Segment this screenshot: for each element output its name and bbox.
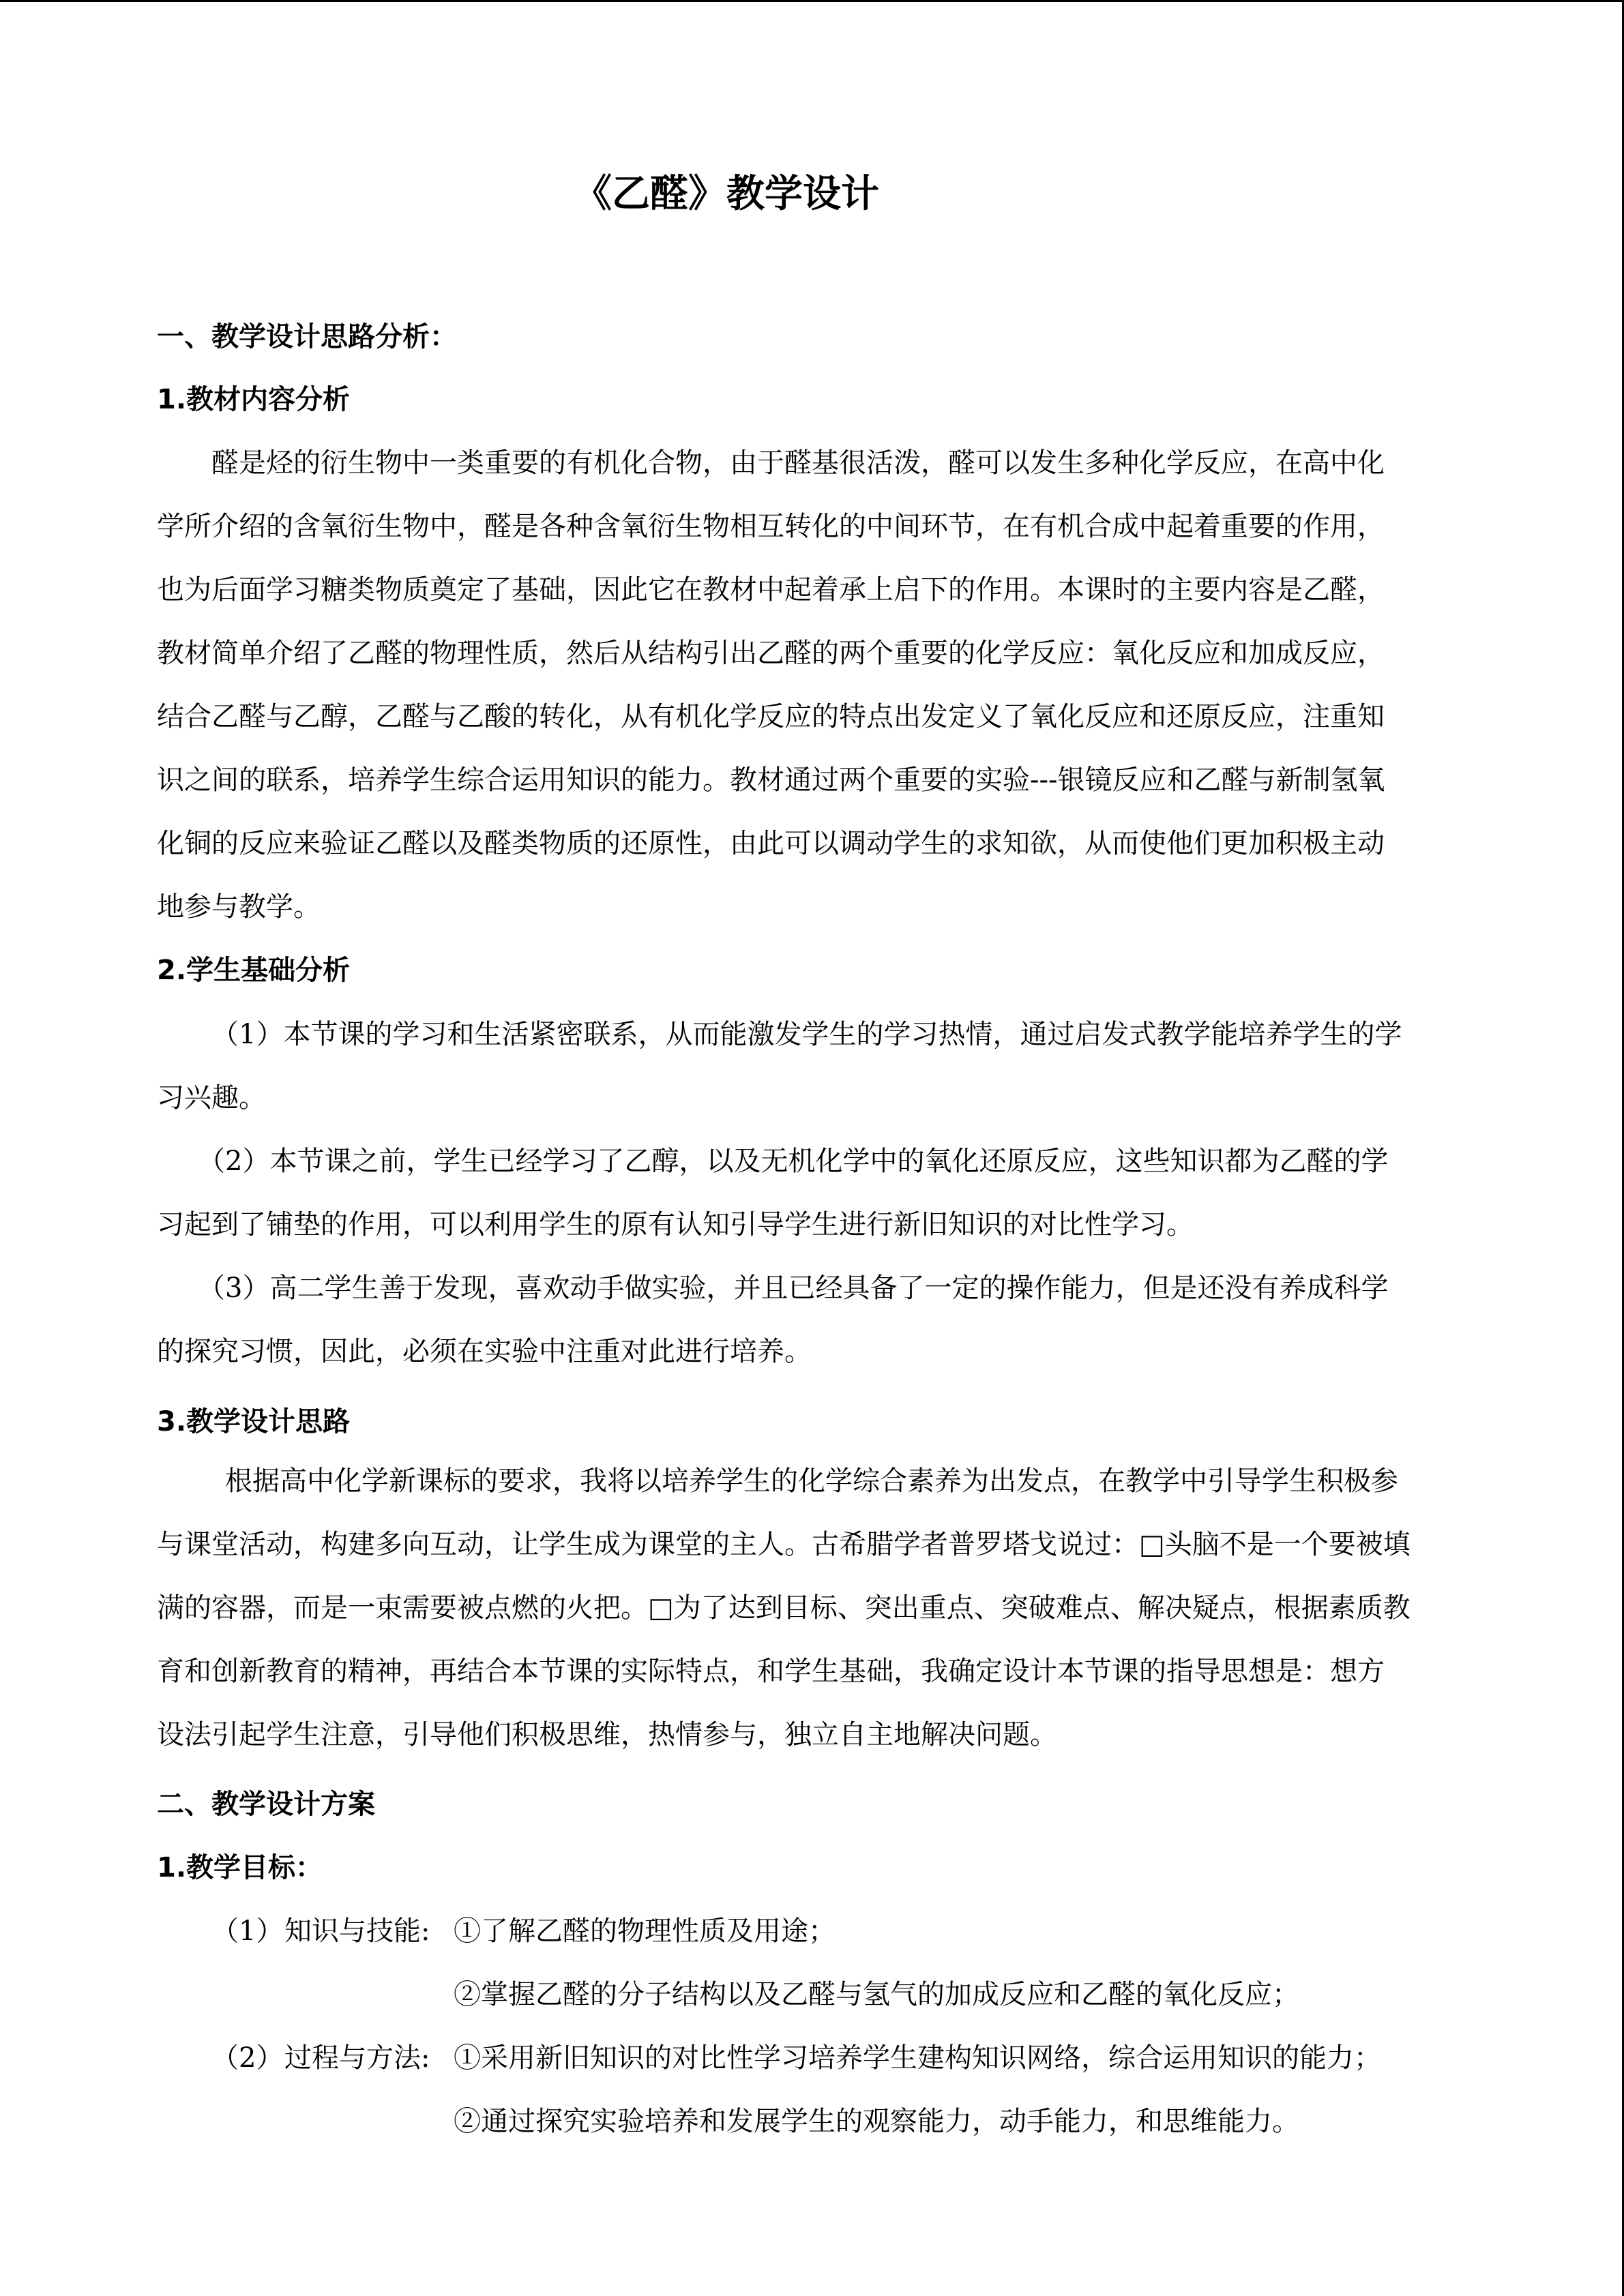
paragraph-line: （3）高二学生善于发现，喜欢动手做实验，并且已经具备了一定的操作能力，但是还没有养成科学 [198,1272,1389,1304]
objective-item: ①采用新旧知识的对比性学习培养学生建构知识网络，综合运用知识的能力； [454,2042,1381,2074]
page-top-border [0,0,1624,2]
paragraph-line: 学所介绍的含氧衍生物中，醛是各种含氧衍生物相互转化的中间环节，在有机合成中起着重要的作用， [157,511,1385,542]
subheading-1-1: 1.教材内容分析 [157,384,351,415]
section-heading-2: 二、教学设计方案 [157,1789,375,1820]
paragraph-line: 习兴趣。 [157,1082,266,1114]
paragraph-line: 的探究习惯，因此，必须在实验中注重对此进行培养。 [157,1336,812,1367]
paragraph-line: 醛是烃的衍生物中一类重要的有机化合物，由于醛基很活泼，醛可以发生多种化学反应，在高中化 [211,447,1385,479]
objective-item: ①了解乙醛的物理性质及用途； [454,1915,836,1947]
document-title: 《乙醛》教学设计 [574,172,879,216]
objective-number: （1） [211,1915,284,1947]
paragraph-line: 结合乙醛与乙醇，乙醛与乙酸的转化，从有机化学反应的特点出发定义了氧化反应和还原反应，注重知 [157,701,1385,732]
paragraph-line: 育和创新教育的精神，再结合本节课的实际特点，和学生基础，我确定设计本节课的指导思想是：想方 [157,1656,1385,1687]
paragraph-line: 与课堂活动，构建多向互动，让学生成为课堂的主人。古希腊学者普罗塔戈说过：□头脑不是一个要被填 [157,1529,1411,1560]
subheading-2-1: 1.教学目标： [157,1852,323,1883]
objective-label: 过程与方法: [284,2042,430,2074]
objective-label: 知识与技能: [284,1915,430,1947]
paragraph-line: （1）本节课的学习和生活紧密联系，从而能激发学生的学习热情，通过启发式教学能培养学生的学 [211,1019,1402,1050]
paragraph-line: 满的容器，而是一束需要被点燃的火把。□为了达到目标、突出重点、突破难点、解决疑点，根据素质教 [157,1592,1411,1624]
objective-item: ②通过探究实验培养和发展学生的观察能力，动手能力，和思维能力。 [454,2106,1299,2137]
objective-item: ②掌握乙醛的分子结构以及乙醛与氢气的加成反应和乙醛的氧化反应； [454,1979,1299,2010]
paragraph-line: （2）本节课之前，学生已经学习了乙醇，以及无机化学中的氧化还原反应，这些知识都为乙醛的学 [198,1146,1389,1177]
paragraph-line: 习起到了铺垫的作用，可以利用学生的原有认知引导学生进行新旧知识的对比性学习。 [157,1209,1194,1240]
paragraph-line: 也为后面学习糖类物质奠定了基础，因此它在教材中起着承上启下的作用。本课时的主要内容是乙醛， [157,574,1385,606]
paragraph-line: 教材简单介绍了乙醛的物理性质，然后从结构引出乙醛的两个重要的化学反应：氧化反应和加成反应， [157,638,1385,669]
objective-number: （2） [211,2042,284,2074]
paragraph-line: 地参与教学。 [157,891,321,923]
subheading-1-3: 3.教学设计思路 [157,1406,351,1437]
section-heading-1: 一、教学设计思路分析： [157,321,457,353]
subheading-1-2: 2.学生基础分析 [157,955,351,986]
paragraph-line: 根据高中化学新课标的要求，我将以培养学生的化学综合素养为出发点，在教学中引导学生积极参 [225,1465,1398,1497]
paragraph-line: 识之间的联系，培养学生综合运用知识的能力。教材通过两个重要的实验---银镜反应和乙醛与新制氢氧 [157,764,1385,796]
paragraph-line: 设法引起学生注意，引导他们积极思维，热情参与，独立自主地解决问题。 [157,1719,1057,1750]
paragraph-line: 化铜的反应来验证乙醛以及醛类物质的还原性，由此可以调动学生的求知欲，从而使他们更加积极主动 [157,828,1385,859]
